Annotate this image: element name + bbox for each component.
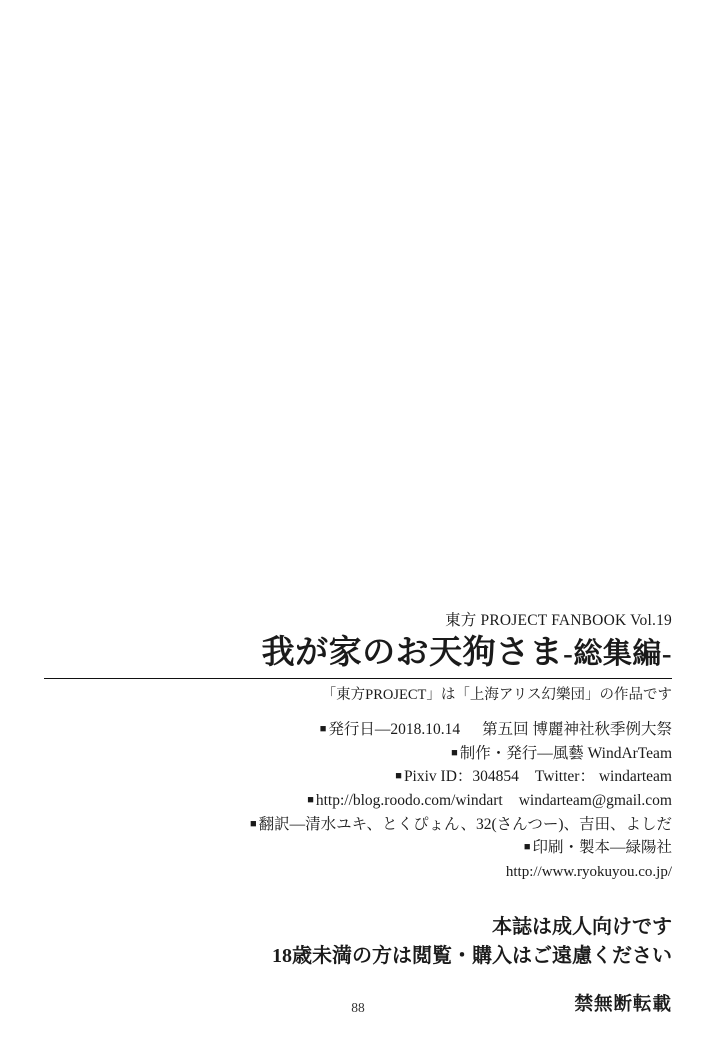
translation-credits: 翻訳―清水ユキ、とくぴょん、32(さんつー)、吉田、よしだ [258, 815, 672, 833]
square-bullet-icon: ■ [319, 723, 327, 736]
production-line [44, 742, 672, 766]
square-bullet-icon: ■ [451, 746, 458, 759]
publication-info [44, 718, 672, 883]
title-row [44, 635, 672, 672]
pixiv-id: Pixiv ID：304854 [403, 768, 519, 786]
page-number: 88 [351, 1000, 365, 1015]
printing-credit: 印刷・製本―緑陽社 [532, 839, 672, 857]
no-reprint-notice: 禁無断転載 [574, 995, 672, 1016]
series-line: 東方 PROJECT FANBOOK Vol.19 [445, 612, 672, 629]
title-main: 我が家のお天狗さま [261, 634, 564, 671]
production-label: 制作・発行―風藝 WindArTeam [459, 744, 672, 762]
printer-url-line [44, 861, 672, 884]
release-date: 発行日―2018.10.14 [328, 721, 461, 739]
printing-line [44, 836, 672, 860]
adult-notice-line1: 本誌は成人向けです [492, 916, 672, 939]
adult-notice [44, 913, 672, 970]
square-bullet-icon: ■ [523, 841, 531, 854]
title-divider [44, 678, 672, 679]
contact-line [44, 789, 672, 813]
title-subtitle: -総集編- [563, 637, 672, 670]
square-bullet-icon: ■ [307, 794, 314, 807]
event-name: 第五回 博麗神社秋季例大祭 [482, 721, 672, 739]
colophon-block [44, 612, 672, 1016]
email-address[interactable]: windarteam@gmail.com [518, 792, 672, 810]
printer-url[interactable]: http://www.ryokuyou.co.jp/ [505, 863, 672, 880]
blog-url[interactable]: http://blog.roodo.com/windart [315, 792, 503, 810]
release-line [44, 718, 672, 742]
square-bullet-icon: ■ [250, 817, 257, 830]
twitter-handle: Twitter： windarteam [534, 768, 672, 786]
adult-notice-line2: 18歳未満の方は閲覧・購入はご遠慮ください [272, 944, 672, 967]
copyright-note: 「東方PROJECT」は「上海アリス幻樂団」の作品です [321, 686, 672, 703]
accounts-line [44, 765, 672, 789]
translation-line [44, 813, 672, 837]
square-bullet-icon: ■ [395, 770, 402, 783]
